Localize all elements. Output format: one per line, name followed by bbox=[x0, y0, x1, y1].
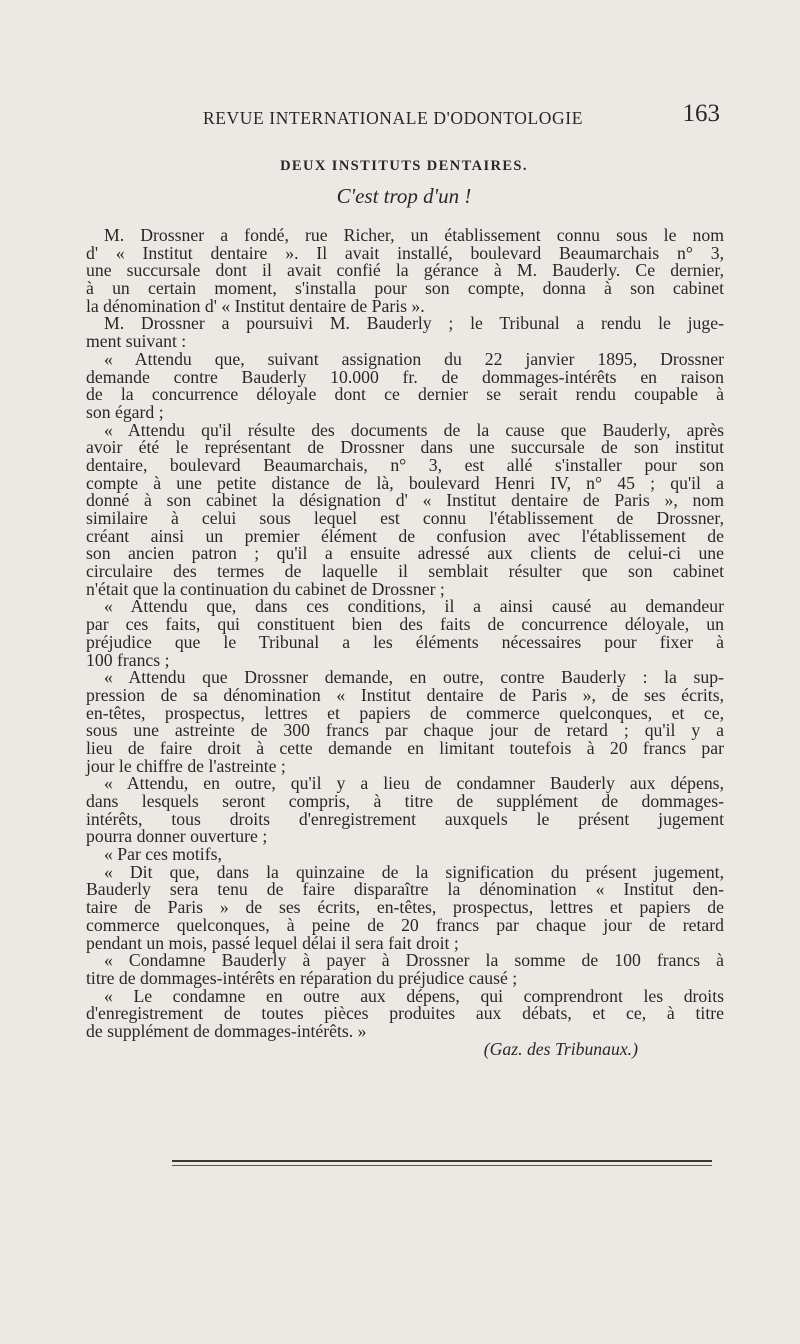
body-line: « Dit que, dans la quinzaine de la signification du présent jugement, bbox=[104, 861, 724, 882]
body-line: créant ainsi un premier élément de confusion avec l'établissement de bbox=[86, 525, 724, 546]
body-line: « Condamne Bauderly à payer à Drossner la somme de 100 francs à bbox=[104, 950, 724, 971]
body-line: dentaire, boulevard Beaumarchais, n° 3, est allé s'installer pour son bbox=[86, 454, 724, 475]
body-line: son égard ; bbox=[86, 401, 164, 422]
source-citation: (Gaz. des Tribunaux.) bbox=[483, 1038, 638, 1059]
body-line: circulaire des termes de laquelle il semblait résulter que son cabinet bbox=[86, 561, 724, 582]
page-number: 163 bbox=[682, 100, 720, 127]
body-line: « Attendu que, dans ces conditions, il a ainsi causé au demandeur bbox=[104, 596, 724, 617]
article-subtitle: C'est trop d'un ! bbox=[336, 184, 472, 208]
body-line: « Par ces motifs, bbox=[104, 844, 222, 865]
body-line: son ancien patron ; qu'il a ensuite adressé aux clients de celui-ci une bbox=[86, 543, 724, 564]
body-line: la dénomination d' « Institut dentaire de Paris ». bbox=[86, 295, 425, 316]
rule-thin-line bbox=[172, 1165, 712, 1166]
body-line: pourra donner ouverture ; bbox=[86, 826, 268, 847]
body-line: de la concurrence déloyale dont ce dernier se serait rendu coupable à bbox=[86, 384, 724, 405]
body-line: « Attendu que, suivant assignation du 22 janvier 1895, Drossner bbox=[104, 348, 724, 369]
body-line: taire de Paris » de ses écrits, en-têtes, prospectus, lettres et papiers de bbox=[86, 897, 724, 918]
body-line: pendant un mois, passé lequel délai il sera fait droit ; bbox=[86, 932, 459, 953]
end-rule bbox=[172, 1160, 712, 1166]
body-line: similaire à celui sous lequel est connu l'établissement de Drossner, bbox=[86, 508, 724, 528]
body-line: Bauderly sera tenu de faire disparaître la dénomination « Institut den- bbox=[86, 879, 724, 900]
article-title: DEUX INSTITUTS DENTAIRES. bbox=[280, 158, 528, 174]
body-line: demande contre Bauderly 10.000 fr. de dommages-intérêts en raison bbox=[86, 366, 724, 387]
body-line: « Attendu que Drossner demande, en outre, contre Bauderly : la sup- bbox=[104, 667, 724, 688]
body-line: commerce quelconques, à peine de 20 francs par chaque jour de retard bbox=[86, 914, 724, 935]
body-line: sous une astreinte de 300 francs par chaque jour de retard ; qu'il y a bbox=[86, 720, 724, 741]
body-line: préjudice que le Tribunal a les éléments nécessaires pour fixer à bbox=[86, 631, 724, 652]
body-line: M. Drossner a fondé, rue Richer, un établissement connu sous le nom bbox=[104, 225, 724, 245]
running-head bbox=[88, 100, 720, 134]
body-line: M. Drossner a poursuivi M. Bauderly ; le Tribunal a rendu le juge- bbox=[104, 313, 724, 334]
body-line: par ces faits, qui constituent bien des faits de concurrence déloyale, un bbox=[86, 614, 724, 635]
body-line: une succursale dont il avait confié la gérance à M. Bauderly. Ce dernier, bbox=[86, 260, 724, 281]
article-body bbox=[86, 227, 724, 1058]
body-line: ment suivant : bbox=[86, 331, 187, 352]
body-line: avoir été le représentant de Drossner dans une succursale de son institut bbox=[86, 437, 724, 458]
body-line: 100 francs ; bbox=[86, 649, 170, 670]
body-line: intérêts, tous droits d'enregistrement auxquels le présent jugement bbox=[86, 808, 724, 829]
rule-thick-line bbox=[172, 1160, 712, 1162]
body-line: d' « Institut dentaire ». Il avait installé, boulevard Beaumarchais n° 3, bbox=[86, 242, 724, 263]
body-line: d'enregistrement de toutes pièces produites aux débats, et ce, à titre bbox=[86, 1003, 724, 1024]
journal-title: REVUE INTERNATIONALE D'ODONTOLOGIE bbox=[203, 108, 583, 128]
body-line: lieu de faire droit à cette demande en limitant toutefois à 20 francs par bbox=[86, 737, 724, 758]
body-line: « Attendu, en outre, qu'il y a lieu de condamner Bauderly aux dépens, bbox=[104, 773, 724, 794]
body-line: à un certain moment, s'installa pour son compte, donna à son cabinet bbox=[86, 278, 724, 299]
body-line: titre de dommages-intérêts en réparation du préjudice causé ; bbox=[86, 967, 518, 988]
body-line: jour le chiffre de l'astreinte ; bbox=[86, 755, 286, 776]
body-line: n'était que la continuation du cabinet de Drossner ; bbox=[86, 578, 445, 599]
body-line: dans lesquels seront compris, à titre de supplément de dommages- bbox=[86, 791, 724, 811]
body-line: « Attendu qu'il résulte des documents de la cause que Bauderly, après bbox=[104, 419, 724, 440]
body-line: « Le condamne en outre aux dépens, qui comprendront les droits bbox=[104, 985, 724, 1006]
body-line: en-têtes, prospectus, lettres et papiers de commerce quelconques, et ce, bbox=[86, 702, 724, 723]
body-line: donné à son cabinet la désignation d' « Institut dentaire de Paris », nom bbox=[86, 490, 724, 511]
body-line: de supplément de dommages-intérêts. » bbox=[86, 1020, 367, 1041]
body-line: pression de sa dénomination « Institut dentaire de Paris », de ses écrits, bbox=[86, 684, 724, 705]
body-line: compte à une petite distance de là, boulevard Henri IV, n° 45 ; qu'il a bbox=[86, 472, 724, 493]
